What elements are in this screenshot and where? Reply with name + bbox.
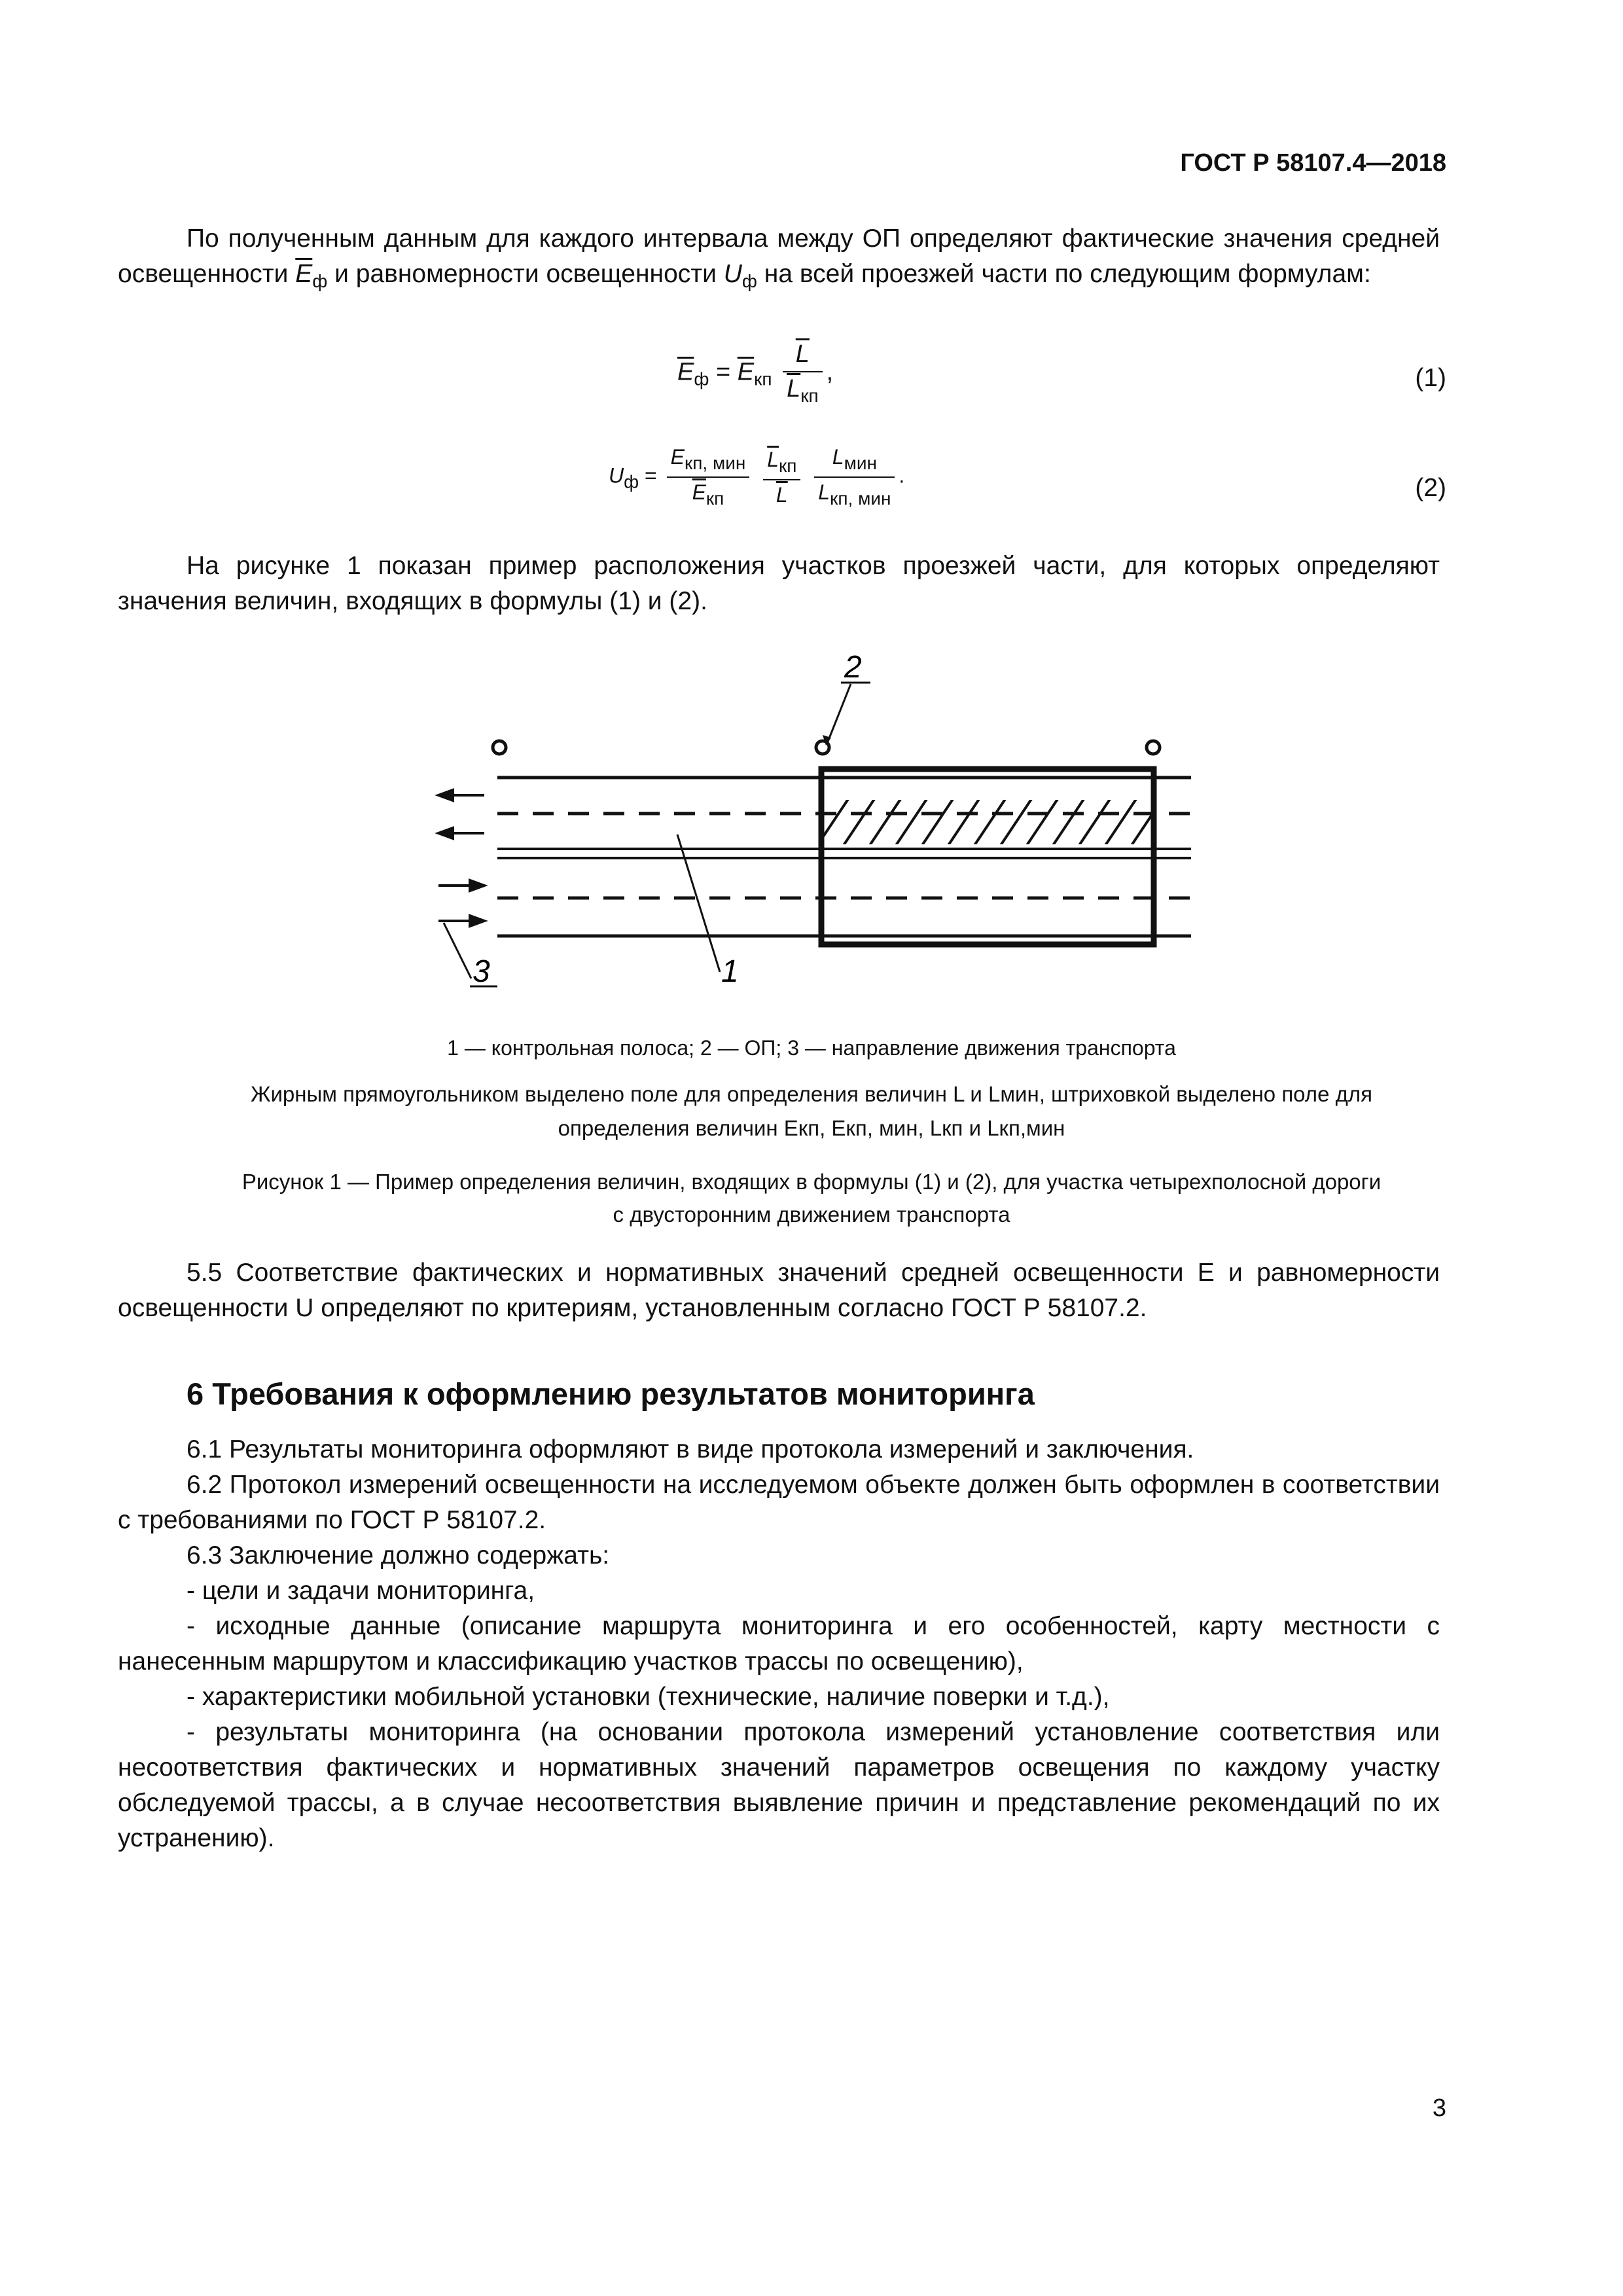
- road-diagram: [419, 638, 1204, 992]
- paragraph-5-5: 5.5 Соответствие фактических и нормативных значений средней освещенности E и равномерности освещенности U определяют по критериям, установленным согласно ГОСТ Р 58107.2.: [118, 1259, 1440, 1322]
- f2-f3-num-sub: мин: [844, 453, 877, 473]
- document-header: ГОСТ Р 58107.4—2018: [1180, 149, 1446, 177]
- list-item: - характеристики мобильной установки (технические, наличие поверки и т.д.),: [187, 1683, 1110, 1711]
- f2-f3-den: L: [818, 480, 830, 504]
- page-number: 3: [1432, 2094, 1446, 2122]
- figure-title-line-1: Рисунок 1 — Пример определения величин, входящих в формулы (1) и (2), для участка четырехполосной дороги: [241, 1170, 1382, 1194]
- f1-equals: =: [715, 358, 738, 386]
- f2-f1-den-sub: кп: [705, 488, 724, 509]
- figure-label-1: 1: [721, 954, 739, 989]
- f2-f2-num-sub: кп: [778, 455, 797, 476]
- f2-f2-den: L: [776, 482, 788, 507]
- list-item: - цели и задачи мониторинга,: [187, 1577, 535, 1605]
- f2-lhs: U: [609, 463, 624, 488]
- f2-f2-num: $\overline{L}$: [767, 447, 779, 471]
- traffic-arrows: [438, 790, 484, 926]
- f1-den: $\overline{L}$: [787, 375, 801, 403]
- luminaire-left: [493, 741, 506, 754]
- figure-label-3: 3: [473, 954, 490, 989]
- f1-lhs: $\overline{E}$: [677, 358, 694, 386]
- leader-line-3: [444, 923, 471, 978]
- f2-f1-num-sub: кп, мин: [684, 453, 746, 473]
- figure-legend: 1 — контрольная полоса; 2 — ОП; 3 — направление движения транспорта: [447, 1036, 1176, 1060]
- list-item: - исходные данные (описание маршрута мониторинга и его особенностей, карту местности с нанесенным маршрутом и классификацию участков трассы по освещению),: [118, 1612, 1440, 1676]
- f2-equals: =: [645, 463, 663, 488]
- f2-f3-num: L: [832, 445, 844, 469]
- f2-f1-den: $\overline{E}$: [692, 480, 706, 504]
- formula-1-number: (1): [1415, 364, 1446, 392]
- symbol-u: U: [723, 260, 742, 288]
- luminaire-right: [1147, 741, 1160, 754]
- f1-num: $\overline{L}$: [795, 340, 810, 368]
- figure-intro-paragraph: На рисунке 1 показан пример расположения участков проезжей части, для которых определяют значения величин, входящих в формулы (1) и (2).: [118, 552, 1440, 615]
- leader-line-1: [677, 834, 720, 972]
- f1-rhs: $\overline{E}$: [737, 358, 755, 386]
- f2-f3-den-sub: кп, мин: [830, 488, 891, 509]
- f2-fraction-2: [763, 448, 800, 507]
- list-item: - результаты мониторинга (на основании протокола измерений установление соответствия или несоответствия фактических и нормативных значений параметров освещения по каждому участку обследуемой трассы, а в случае несоответствия выявление причин и представление рекомендаций по их устранению).: [118, 1718, 1440, 1852]
- formula-1: $\overline{E}_ф = \overline{E}_{кп}$ $\frac{\overline{L}}{\overline{L}_{кп}}$ ,: [677, 340, 834, 406]
- figure-note-line-1: Жирным прямоугольником выделено поле для определения величин L и Lмин, штриховкой выделено поле для: [251, 1082, 1372, 1106]
- symbol-sub-f: ф: [312, 271, 328, 291]
- f1-lhs-sub: ф: [694, 368, 709, 389]
- f2-fraction-1: [667, 445, 750, 509]
- paragraph-6-2: 6.2 Протокол измерений освещенности на исследуемом объекте должен быть оформлен в соответствии с требованиями по ГОСТ Р 58107.2.: [118, 1471, 1440, 1534]
- intro-paragraph: [118, 221, 1440, 299]
- leader-line-2: [828, 684, 851, 742]
- symbol-sub-f2: ф: [741, 271, 757, 291]
- formula-2: Uф = $\frac{\text{Eкп, мин}}{\overline{E}кп}$ $\frac{\overline{L}кп}{L}$ $\frac{\text{Lмин}}{\text{Lкп, мин}}$ .: [609, 445, 905, 509]
- paragraph-6-3: 6.3 Заключение должно содержать:: [187, 1541, 610, 1570]
- paragraph-6-1: 6.1 Результаты мониторинга оформляют в виде протокола измерений и заключения.: [187, 1435, 1194, 1463]
- f2-fraction-3: [814, 445, 895, 509]
- f1-den-sub: кп: [800, 386, 819, 406]
- intro-text-a: По полученным данным для каждого интервала между ОП определяют фактические значения средней освещенности: [118, 224, 1440, 288]
- symbol-e-avg: $\overline{E}$: [295, 260, 313, 288]
- formula-2-number: (2): [1415, 474, 1446, 502]
- intro-text-b: и равномерности освещенности: [327, 260, 724, 288]
- f2-f1-num: E: [670, 445, 685, 469]
- f2-lhs-sub: ф: [624, 471, 639, 492]
- f1-rhs-sub: кп: [754, 368, 772, 389]
- figure-note-line-2: определения величин Eкп, Eкп, мин, Lкп и Lкп,мин: [558, 1116, 1065, 1140]
- figure-label-2: 2: [844, 650, 862, 685]
- figure-title-line-2: с двусторонним движением транспорта: [613, 1202, 1010, 1227]
- hatched-control-strip: [812, 795, 1191, 854]
- section-6-title: 6 Требования к оформлению результатов мониторинга: [187, 1376, 1035, 1411]
- f1-fraction: [783, 340, 823, 406]
- intro-text-c: на всей проезжей части по следующим формулам:: [757, 260, 1371, 288]
